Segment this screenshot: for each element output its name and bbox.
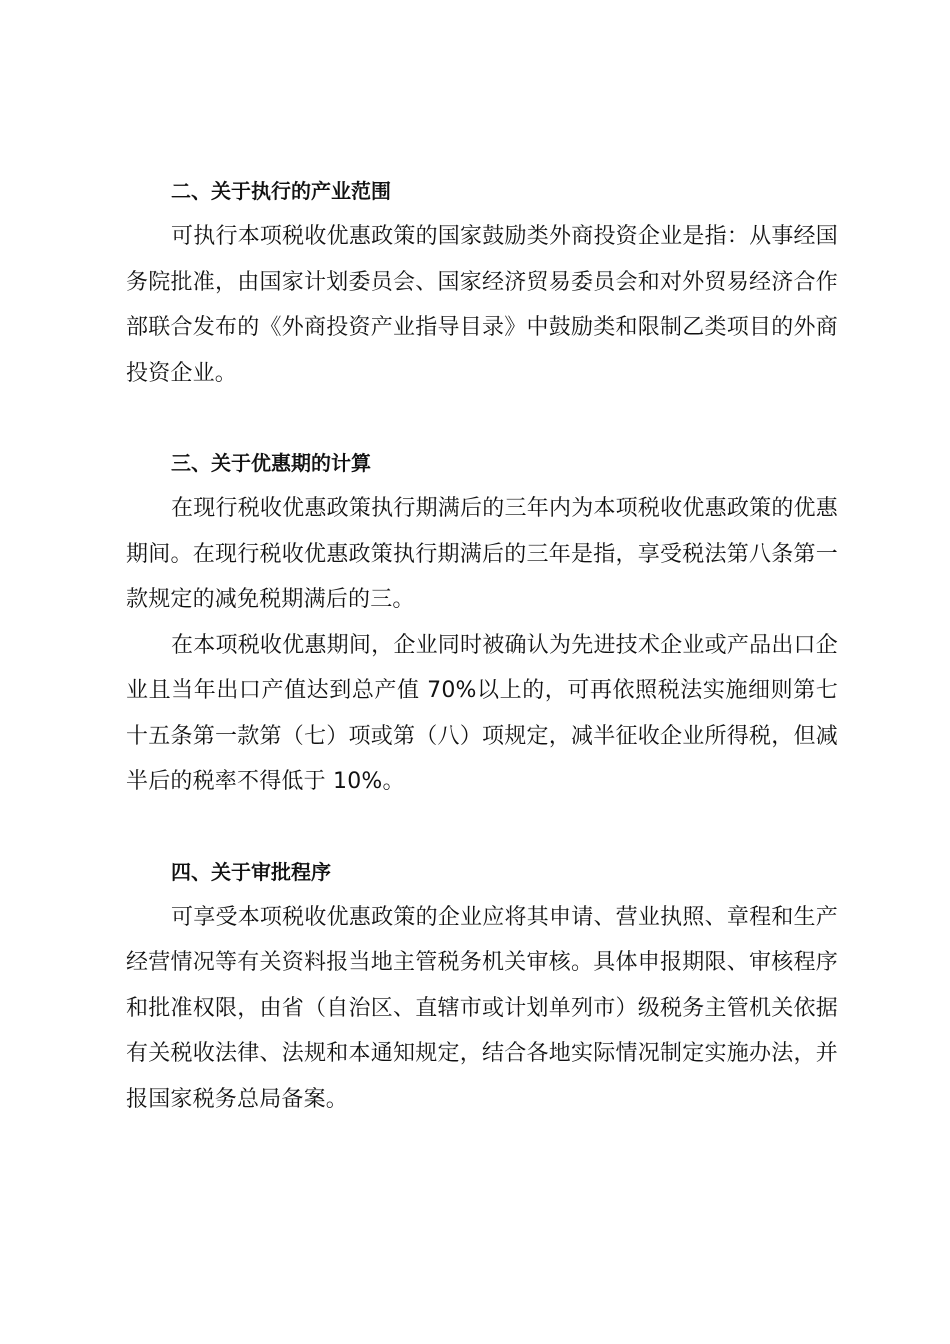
paragraph: 可享受本项税收优惠政策的企业应将其申请、营业执照、章程和生产经营情况等有关资料报当地主管税务机关审核。具体申报期限、审核程序和批准权限，由省（自治区、直辖市或计划单列市）级税务主管机关依据有关税收法律、法规和本通知规定，结合各地实际情况制定实施办法，并报国家税务总局备案。: [126, 904, 838, 1112]
section-heading: 二、关于执行的产业范围: [171, 179, 391, 203]
section-approval-procedure: [126, 849, 838, 1123]
paragraph: 在现行税收优惠政策执行期满后的三年内为本项税收优惠政策的优惠期间。在现行税收优惠政策执行期满后的三年是指，享受税法第八条第一款规定的减免税期满后的三。: [126, 496, 838, 612]
paragraph: 可执行本项税收优惠政策的国家鼓励类外商投资企业是指：从事经国务院批准，由国家计划委员会、国家经济贸易委员会和对外贸易经济合作部联合发布的《外商投资产业指导目录》中鼓励类和限制乙类项目的外商投资企业。: [126, 224, 838, 386]
section-industry-scope: [126, 168, 838, 396]
paragraph: 在本项税收优惠期间，企业同时被确认为先进技术企业或产品出口企业且当年出口产值达到总产值 70%以上的，可再依照税法实施细则第七十五条第一款第（七）项或第（八）项规定，减半征收企业所得税，但减半后的税率不得低于 10%。: [126, 632, 838, 794]
section-heading: 四、关于审批程序: [171, 859, 331, 884]
document-body: [126, 168, 838, 1122]
section-heading: 三、关于优惠期的计算: [171, 451, 371, 475]
section-preferential-period: [126, 440, 838, 805]
